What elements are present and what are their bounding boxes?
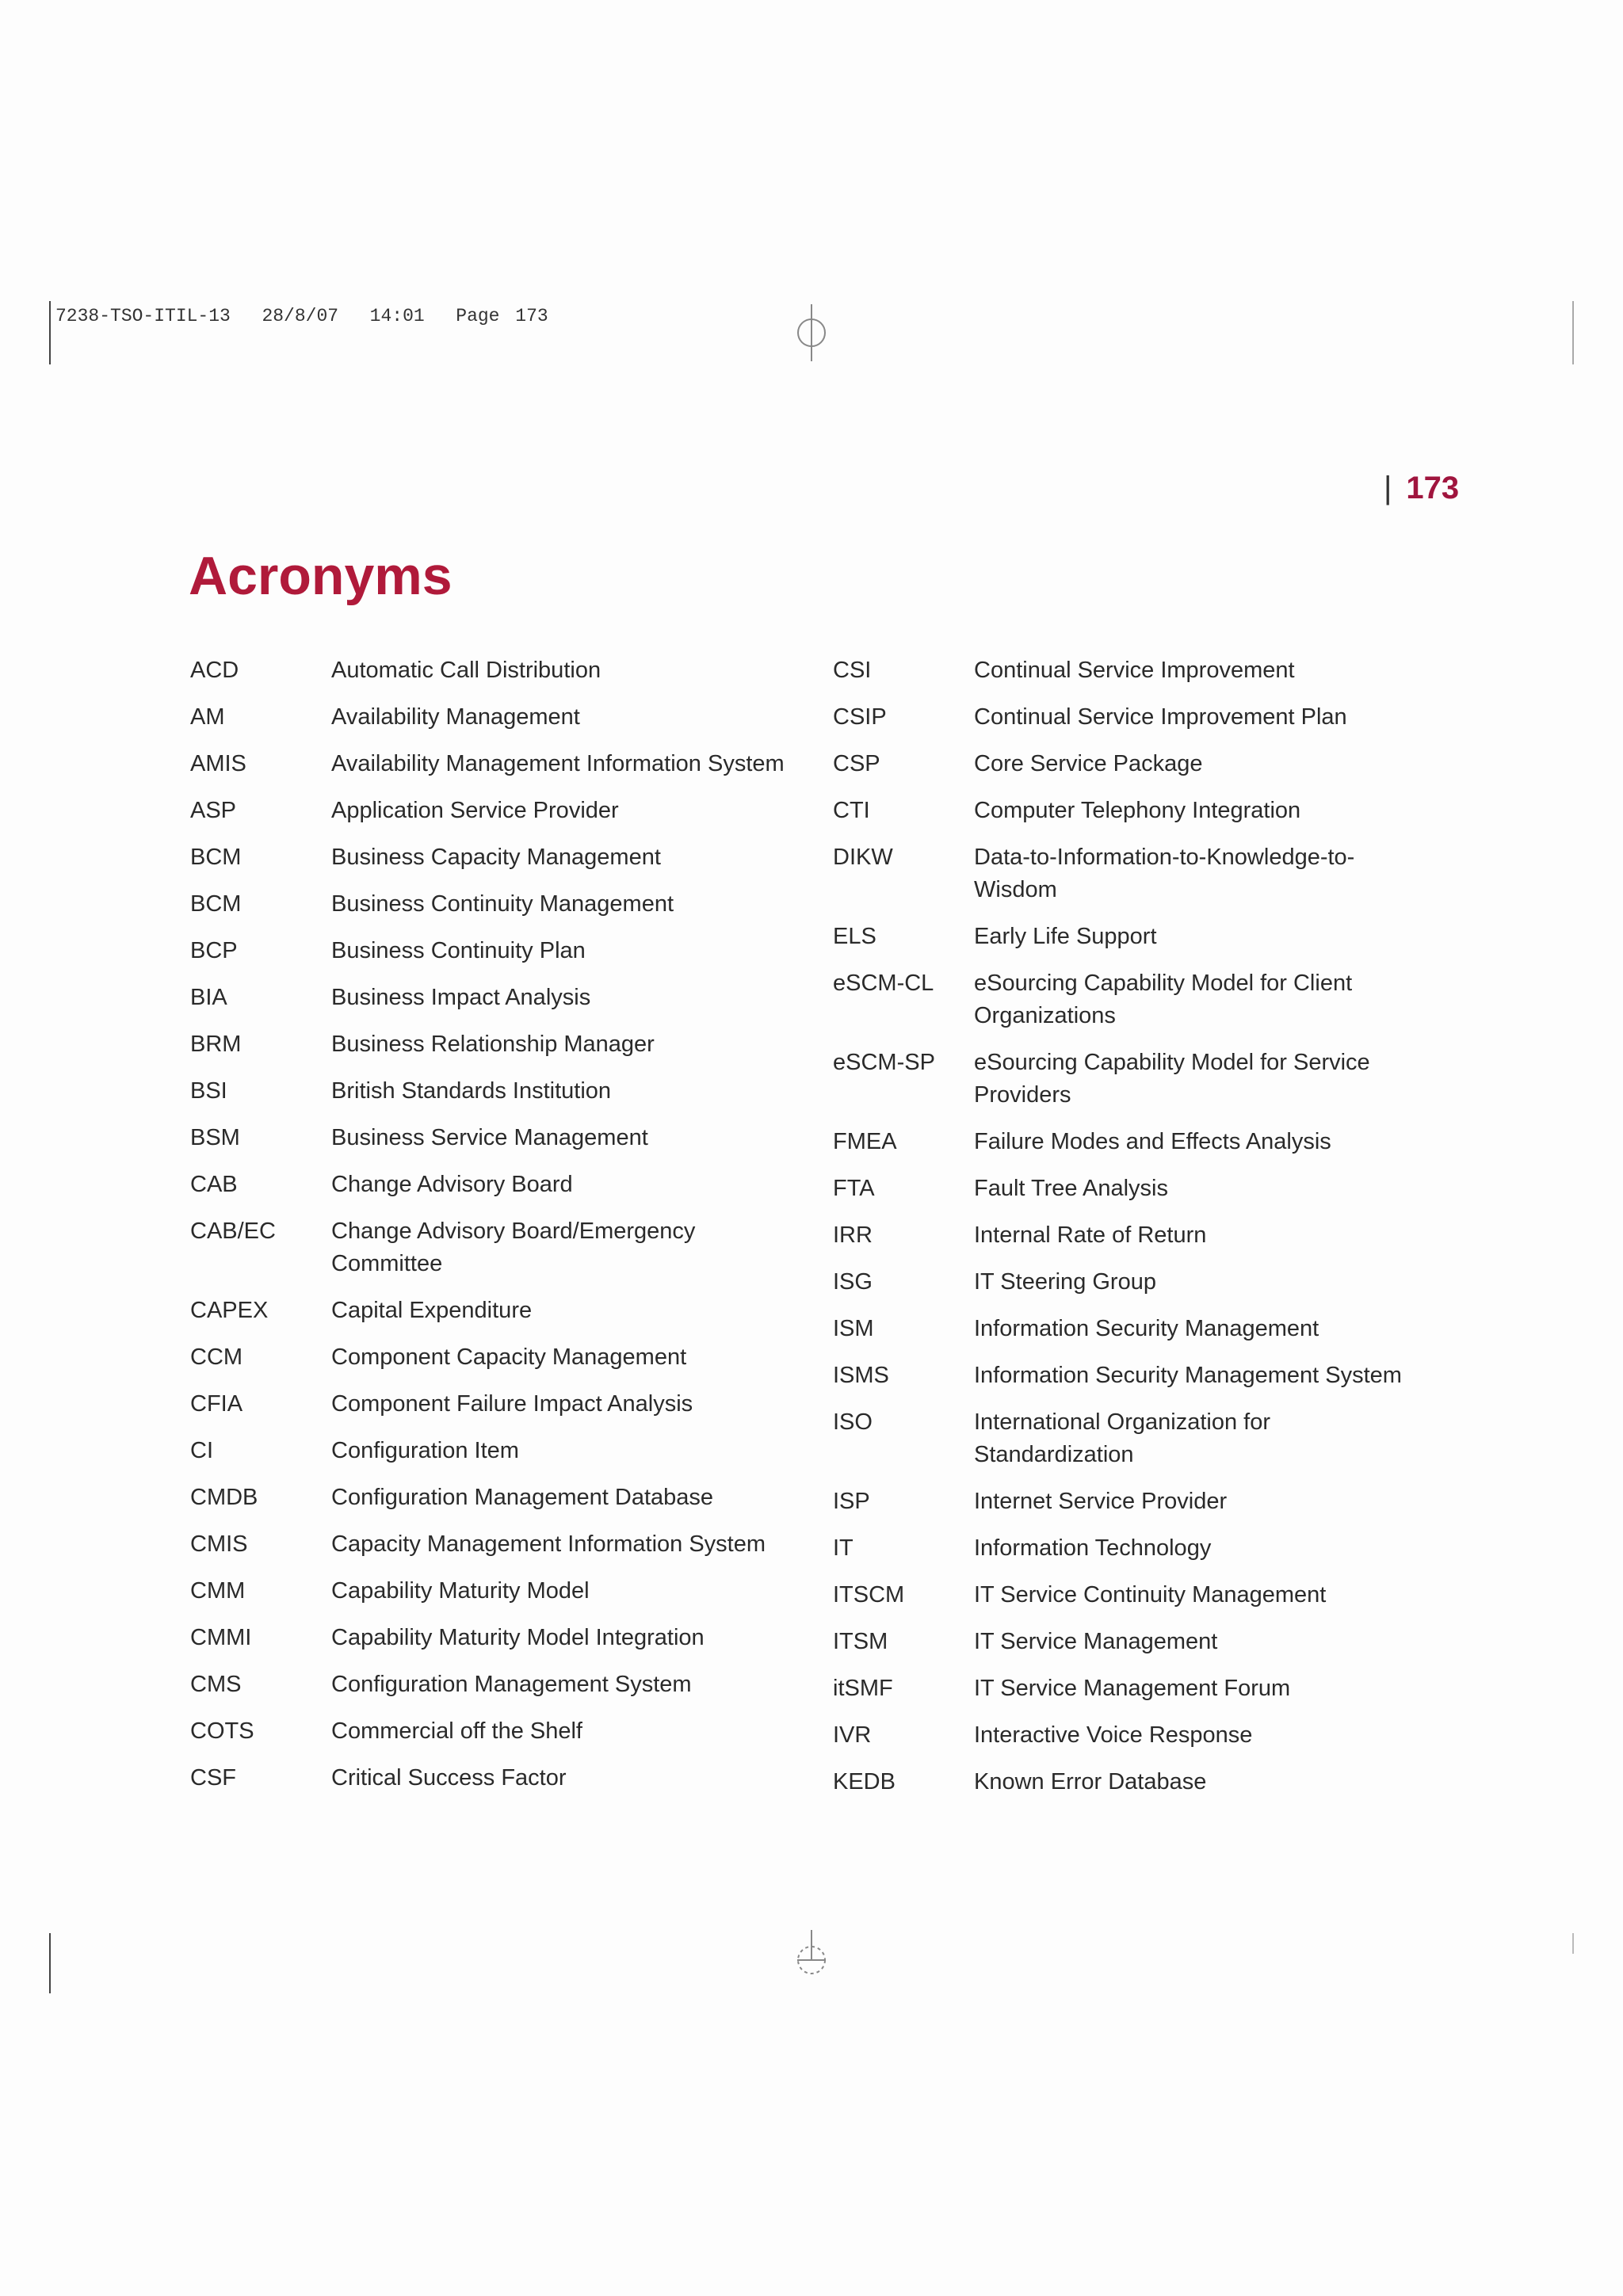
page-number-divider: | (1384, 471, 1392, 505)
acronym-abbreviation: AMIS (190, 751, 246, 776)
acronym-entry (190, 1122, 824, 1154)
acronym-entry (833, 1532, 1467, 1565)
acronym-abbreviation: ITSM (833, 1629, 888, 1654)
acronym-abbreviation: IRR (833, 1222, 873, 1248)
acronym-definition: Component Failure Impact Analysis (331, 1391, 693, 1417)
acronym-definition: Core Service Package (974, 751, 1203, 776)
acronym-entry (833, 1126, 1467, 1158)
acronym-abbreviation: ISG (833, 1269, 873, 1295)
crop-mark-bottom-right (1572, 1933, 1574, 1954)
acronym-entry (190, 1388, 824, 1421)
acronym-definition: International Organization for Standardization (974, 1409, 1270, 1467)
acronym-abbreviation: CTI (833, 798, 870, 823)
acronym-abbreviation: IT (833, 1535, 854, 1561)
acronym-definition: Change Advisory Board/Emergency Committee (331, 1219, 696, 1276)
acronym-definition: Availability Management (331, 704, 580, 730)
acronym-entry (190, 1295, 824, 1327)
acronym-abbreviation: CSP (833, 751, 880, 776)
acronym-definition: Availability Management Information System (331, 751, 785, 776)
acronym-definition: Early Life Support (974, 924, 1157, 949)
acronym-entry (833, 1579, 1467, 1611)
acronym-definition: Internal Rate of Return (974, 1222, 1207, 1248)
acronym-abbreviation: ACD (190, 658, 239, 683)
acronym-definition: IT Service Continuity Management (974, 1582, 1327, 1608)
acronym-entry (833, 701, 1467, 734)
acronym-entry (190, 1622, 824, 1654)
acronym-abbreviation: CFIA (190, 1391, 243, 1417)
crop-mark-top-left (49, 301, 51, 364)
acronym-entry (190, 1482, 824, 1514)
crop-mark-top-right (1572, 301, 1574, 364)
acronym-entry (190, 701, 824, 734)
acronym-definition: Failure Modes and Effects Analysis (974, 1129, 1331, 1154)
acronym-entry (190, 1528, 824, 1561)
acronym-definition: Application Service Provider (331, 798, 619, 823)
acronym-abbreviation: CMM (190, 1578, 246, 1604)
acronym-entry (833, 1219, 1467, 1252)
acronym-entry (190, 654, 824, 687)
acronym-abbreviation: ISMS (833, 1363, 889, 1388)
acronym-abbreviation: KEDB (833, 1769, 896, 1794)
acronym-abbreviation: FMEA (833, 1129, 897, 1154)
acronym-definition: Capacity Management Information System (331, 1531, 766, 1557)
acronym-entry (190, 1169, 824, 1201)
acronym-abbreviation: eSCM-SP (833, 1050, 935, 1075)
acronym-abbreviation: BRM (190, 1032, 242, 1057)
acronym-abbreviation: ASP (190, 798, 237, 823)
acronym-definition: eSourcing Capability Model for Service Providers (974, 1050, 1370, 1108)
acronym-entry (833, 1672, 1467, 1705)
acronym-abbreviation: BCP (190, 938, 238, 963)
page-title: Acronyms (189, 546, 453, 606)
acronym-abbreviation: CCM (190, 1344, 243, 1370)
acronym-abbreviation: BIA (190, 985, 227, 1010)
acronym-entry (833, 1486, 1467, 1518)
acronym-abbreviation: CMS (190, 1672, 242, 1697)
acronym-entry (833, 654, 1467, 687)
acronym-abbreviation: CMIS (190, 1531, 248, 1557)
acronym-abbreviation: BCM (190, 891, 242, 917)
print-slug: 7238-TSO-ITIL-13 28/8/07 14:01 Page 173 (55, 306, 548, 326)
registration-mark-bottom-icon (792, 1928, 831, 1981)
acronym-definition: Computer Telephony Integration (974, 798, 1301, 823)
acronym-abbreviation: ITSCM (833, 1582, 905, 1608)
acronym-entry (833, 795, 1467, 827)
acronym-entry (190, 1215, 824, 1280)
acronym-entry (833, 1047, 1467, 1112)
acronym-abbreviation: FTA (833, 1176, 875, 1201)
acronym-definition: Configuration Management Database (331, 1485, 714, 1510)
acronym-entry (833, 1360, 1467, 1392)
acronym-entry (190, 1435, 824, 1467)
acronym-definition: Known Error Database (974, 1769, 1207, 1794)
acronym-entry (833, 1766, 1467, 1798)
acronym-entry (190, 795, 824, 827)
acronym-abbreviation: AM (190, 704, 225, 730)
acronym-definition: Business Continuity Plan (331, 938, 586, 963)
acronym-abbreviation: ISP (833, 1489, 870, 1514)
acronym-entry (190, 888, 824, 921)
acronym-abbreviation: CSF (190, 1765, 236, 1791)
acronym-abbreviation: BSM (190, 1125, 240, 1150)
acronym-definition: Change Advisory Board (331, 1172, 573, 1197)
acronym-definition: Configuration Item (331, 1438, 519, 1463)
acronym-abbreviation: CAPEX (190, 1298, 269, 1323)
acronym-abbreviation: CMMI (190, 1625, 252, 1650)
acronym-entry (833, 748, 1467, 780)
acronym-definition: Capability Maturity Model (331, 1578, 590, 1604)
acronym-definition: eSourcing Capability Model for Client Organizations (974, 971, 1353, 1028)
page-number-value: 173 (1406, 471, 1460, 505)
acronym-column-right (833, 654, 1467, 1813)
page-number (1384, 471, 1459, 506)
acronym-abbreviation: CSIP (833, 704, 887, 730)
acronym-entry (833, 967, 1467, 1032)
acronym-entry (190, 1028, 824, 1061)
acronym-entry (833, 1266, 1467, 1299)
acronym-definition: Business Relationship Manager (331, 1032, 655, 1057)
acronym-definition: Information Technology (974, 1535, 1212, 1561)
registration-mark-top-icon (792, 301, 831, 364)
acronym-definition: IT Service Management Forum (974, 1676, 1291, 1701)
acronym-definition: Business Continuity Management (331, 891, 674, 917)
acronym-abbreviation: ELS (833, 924, 876, 949)
acronym-entry (190, 1575, 824, 1608)
acronym-definition: Information Security Management System (974, 1363, 1402, 1388)
acronym-entry (190, 748, 824, 780)
acronym-abbreviation: CAB (190, 1172, 238, 1197)
acronym-definition: Fault Tree Analysis (974, 1176, 1168, 1201)
acronym-abbreviation: COTS (190, 1718, 254, 1744)
acronym-abbreviation: ISO (833, 1409, 873, 1435)
acronym-definition: Automatic Call Distribution (331, 658, 601, 683)
acronym-abbreviation: eSCM-CL (833, 971, 934, 996)
acronym-definition: British Standards Institution (331, 1078, 612, 1104)
acronym-abbreviation: CMDB (190, 1485, 258, 1510)
acronym-definition: IT Service Management (974, 1629, 1218, 1654)
acronym-definition: Commercial off the Shelf (331, 1718, 582, 1744)
acronym-definition: Interactive Voice Response (974, 1722, 1253, 1748)
acronym-definition: Data-to-Information-to-Knowledge-to-Wisdom (974, 845, 1355, 902)
acronym-definition: Capital Expenditure (331, 1298, 533, 1323)
acronym-definition: Configuration Management System (331, 1672, 692, 1697)
acronym-abbreviation: BSI (190, 1078, 227, 1104)
acronym-abbreviation: CI (190, 1438, 213, 1463)
acronym-definition: Business Service Management (331, 1125, 648, 1150)
acronym-entry (190, 1075, 824, 1108)
acronym-entry (190, 1669, 824, 1701)
acronym-entry (833, 1173, 1467, 1205)
acronym-entry (190, 935, 824, 967)
acronym-entry (190, 841, 824, 874)
acronym-definition: Information Security Management (974, 1316, 1319, 1341)
acronym-entry (190, 1715, 824, 1748)
acronym-entry (833, 1626, 1467, 1658)
acronym-entry (833, 1313, 1467, 1345)
crop-mark-bottom-left (49, 1933, 51, 1993)
acronym-abbreviation: ISM (833, 1316, 874, 1341)
acronym-definition: Critical Success Factor (331, 1765, 567, 1791)
acronym-entry (190, 1341, 824, 1374)
acronym-abbreviation: CAB/EC (190, 1219, 276, 1244)
acronym-entry (190, 1762, 824, 1794)
acronym-column-left (190, 654, 824, 1809)
acronym-abbreviation: BCM (190, 845, 242, 870)
acronym-entry (833, 1406, 1467, 1471)
acronym-definition: Continual Service Improvement Plan (974, 704, 1347, 730)
acronym-abbreviation: DIKW (833, 845, 893, 870)
acronym-definition: Continual Service Improvement (974, 658, 1295, 683)
acronym-entry (833, 921, 1467, 953)
acronym-definition: Capability Maturity Model Integration (331, 1625, 705, 1650)
acronym-entry (833, 1719, 1467, 1752)
acronym-entry (833, 841, 1467, 906)
acronym-definition: Internet Service Provider (974, 1489, 1228, 1514)
acronym-abbreviation: IVR (833, 1722, 872, 1748)
acronym-definition: Business Impact Analysis (331, 985, 591, 1010)
acronym-entry (190, 982, 824, 1014)
acronym-abbreviation: itSMF (833, 1676, 893, 1701)
acronym-definition: Business Capacity Management (331, 845, 661, 870)
acronym-definition: Component Capacity Management (331, 1344, 687, 1370)
acronym-definition: IT Steering Group (974, 1269, 1156, 1295)
acronym-abbreviation: CSI (833, 658, 872, 683)
